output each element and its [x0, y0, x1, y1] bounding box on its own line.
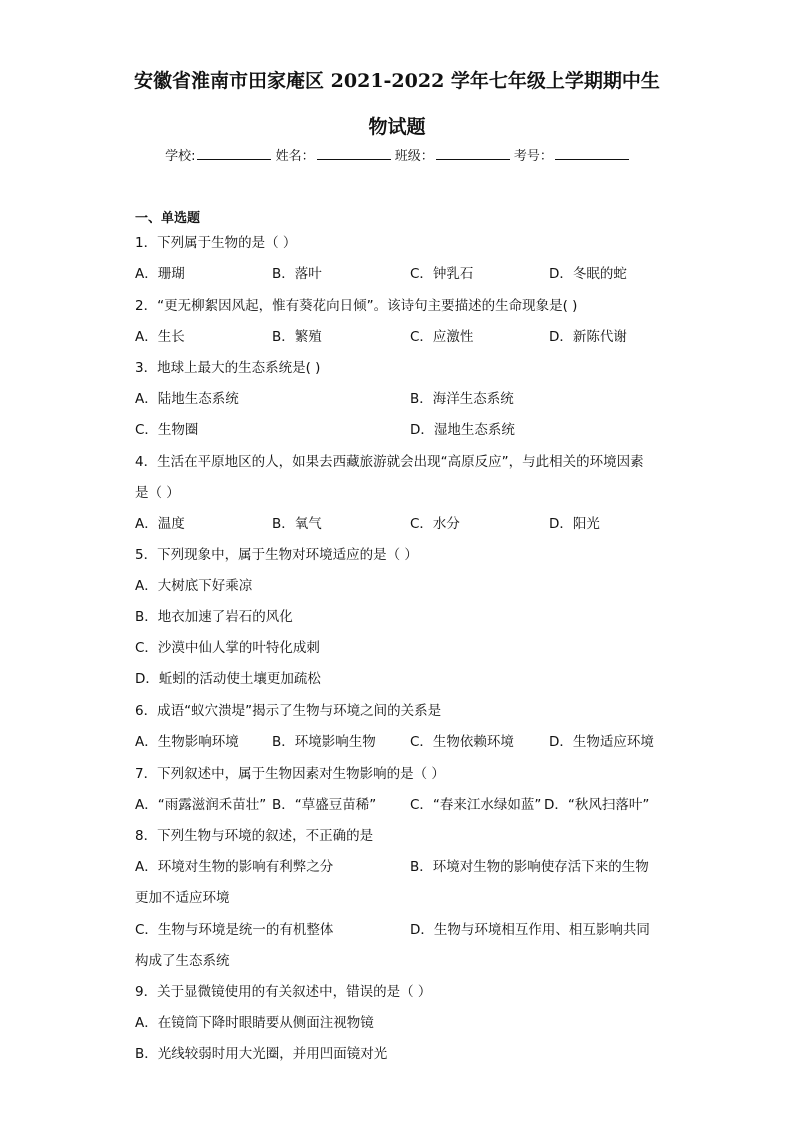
question-2-option-b: B．繁殖	[272, 329, 322, 345]
question-4-stem: 4．生活在平原地区的人，如果去西藏旅游就会出现“高原反应”，与此相关的环境因素	[135, 454, 644, 470]
question-8-option-a: A．环境对生物的影响有利弊之分	[135, 859, 334, 875]
question-6-option-d: D．生物适应环境	[549, 734, 654, 750]
question-5-option-c: C．沙漠中仙人掌的叶特化成刺	[135, 640, 320, 656]
question-5-stem: 5．下列现象中，属于生物对环境适应的是（ ）	[135, 547, 418, 563]
section-title: 一、单选题	[135, 211, 201, 226]
question-1-option-b: B．落叶	[272, 266, 322, 282]
name-label: 姓名：	[275, 149, 315, 164]
question-1-stem: 1．下列属于生物的是（ ）	[135, 235, 297, 251]
question-3-option-a: A．陆地生态系统	[135, 391, 239, 407]
question-7-option-d: D．“秋风扫落叶”	[544, 797, 650, 813]
question-9-option-b: B．光线较弱时用大光圈，并用凹面镜对光	[135, 1046, 388, 1062]
question-5-option-b: B．地衣加速了岩石的风化	[135, 609, 293, 625]
exam-number-blank[interactable]	[555, 147, 629, 160]
question-6-option-b: B．环境影响生物	[272, 734, 376, 750]
school-label: 学校:	[165, 149, 196, 164]
question-3-option-c: C．生物圈	[135, 422, 199, 438]
question-7-stem: 7．下列叙述中，属于生物因素对生物影响的是（ ）	[135, 766, 445, 782]
question-6-option-c: C．生物依赖环境	[410, 734, 514, 750]
question-8-option-b-continued: 更加不适应环境	[135, 890, 230, 906]
question-1-option-a: A．珊瑚	[135, 266, 185, 282]
question-3-option-b: B．海洋生态系统	[410, 391, 514, 407]
question-6-option-a: A．生物影响环境	[135, 734, 239, 750]
question-7-option-c: C．“春来江水绿如蓝”	[410, 797, 542, 813]
question-9-stem: 9．关于显微镜使用的有关叙述中，错误的是（ ）	[135, 984, 432, 1000]
question-2-stem: 2．“更无柳絮因风起，惟有葵花向日倾”。该诗句主要描述的生命现象是( )	[135, 298, 578, 314]
question-2-option-c: C．应激性	[410, 329, 474, 345]
question-1-option-d: D．冬眠的蛇	[549, 266, 627, 282]
question-4-option-b: B．氧气	[272, 516, 322, 532]
question-4-stem-continued: 是（ ）	[135, 485, 180, 501]
name-blank[interactable]	[317, 147, 391, 160]
question-9-option-a: A．在镜筒下降时眼睛要从侧面注视物镜	[135, 1015, 374, 1031]
question-8-stem: 8．下列生物与环境的叙述，不正确的是	[135, 828, 374, 844]
class-label: 班级：	[394, 149, 434, 164]
class-blank[interactable]	[436, 147, 510, 160]
exam-number-label: 考号：	[513, 149, 553, 164]
question-8-option-b: B．环境对生物的影响使存活下来的生物	[410, 859, 649, 875]
exam-title-line2: 物试题	[368, 116, 426, 138]
question-8-option-d-continued: 构成了生态系统	[135, 953, 230, 969]
question-2-option-d: D．新陈代谢	[549, 329, 627, 345]
question-4-option-a: A．温度	[135, 516, 185, 532]
question-3-option-d: D．湿地生态系统	[410, 422, 515, 438]
question-4-option-c: C．水分	[410, 516, 460, 532]
question-7-option-b: B．“草盛豆苗稀”	[272, 797, 377, 813]
school-blank[interactable]	[197, 147, 271, 160]
question-8-option-c: C．生物与环境是统一的有机整体	[135, 922, 334, 938]
question-1-option-c: C．钟乳石	[410, 266, 474, 282]
question-3-stem: 3．地球上最大的生态系统是( )	[135, 360, 321, 376]
question-6-stem: 6．成语“蚁穴溃堤”揭示了生物与环境之间的关系是	[135, 703, 442, 719]
question-5-option-d: D．蚯蚓的活动使土壤更加疏松	[135, 671, 321, 687]
question-4-option-d: D．阳光	[549, 516, 600, 532]
question-8-option-d: D．生物与环境相互作用、相互影响共同	[410, 922, 650, 938]
question-2-option-a: A．生长	[135, 329, 185, 345]
question-7-option-a: A．“雨露滋润禾苗壮”	[135, 797, 267, 813]
question-5-option-a: A．大树底下好乘凉	[135, 578, 253, 594]
exam-title-line1: 安徽省淮南市田家庵区 2021-2022 学年七年级上学期期中生	[134, 70, 660, 92]
student-info-row	[0, 145, 794, 164]
